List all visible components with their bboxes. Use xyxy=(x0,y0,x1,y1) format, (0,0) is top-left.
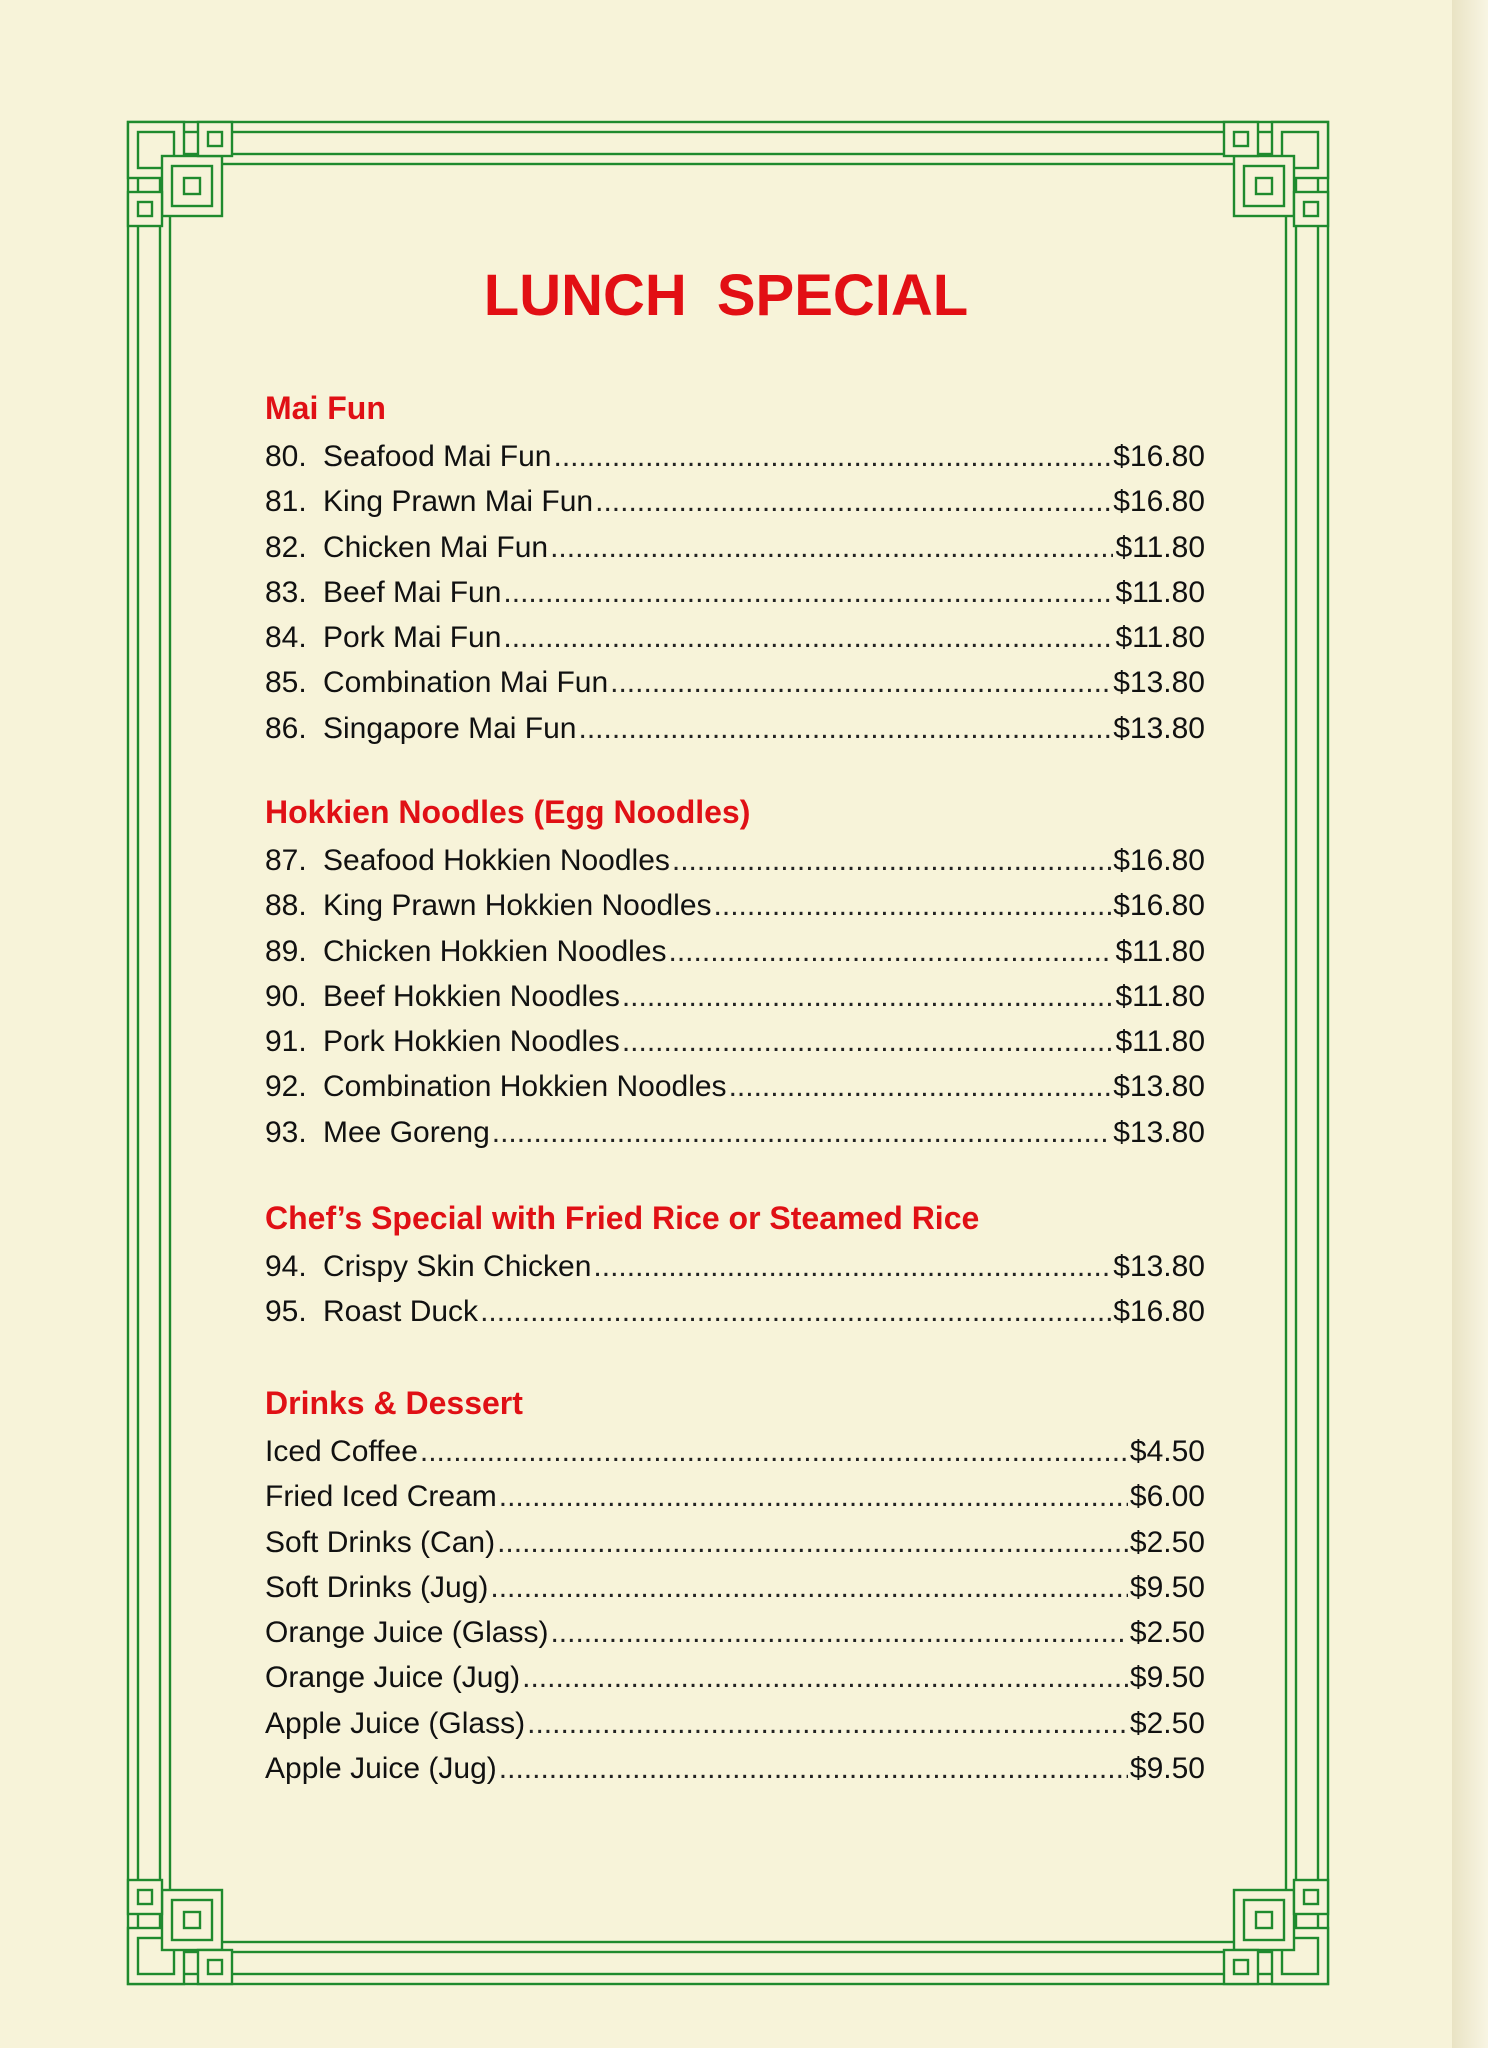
item-name: Combination Mai Fun xyxy=(323,666,609,700)
item-name: Apple Juice (Glass) xyxy=(265,1706,526,1740)
dot-leader xyxy=(550,525,1113,570)
item-number: 86. xyxy=(265,711,307,745)
menu-item-row xyxy=(265,1701,1205,1746)
item-number: 90. xyxy=(265,979,307,1013)
menu-item-row xyxy=(265,1110,1205,1155)
item-price: $11.80 xyxy=(1115,1025,1205,1059)
dot-leader xyxy=(499,1746,1128,1791)
dot-leader xyxy=(622,974,1114,1019)
knot-corner-bottom-right-icon xyxy=(1224,1880,1328,1984)
item-name: Pork Hokkien Noodles xyxy=(323,1025,620,1059)
dot-leader xyxy=(499,1474,1128,1519)
dot-leader xyxy=(669,929,1114,974)
menu-item-row xyxy=(265,1474,1205,1519)
menu-item-row xyxy=(265,1429,1205,1474)
dot-leader xyxy=(497,1520,1128,1565)
knot-corner-bottom-left-icon xyxy=(128,1880,232,1984)
item-name: Orange Juice (Glass) xyxy=(265,1616,549,1650)
item-number: 83. xyxy=(265,575,307,609)
menu-section xyxy=(265,1192,1205,1335)
dot-leader xyxy=(420,1429,1128,1474)
item-price: $9.50 xyxy=(1129,1752,1205,1786)
item-name: Apple Juice (Jug) xyxy=(265,1752,497,1786)
dot-leader xyxy=(714,883,1112,928)
item-name: Beef Hokkien Noodles xyxy=(323,979,620,1013)
item-name: Singapore Mai Fun xyxy=(323,711,577,745)
section-heading: Hokkien Noodles (Egg Noodles) xyxy=(265,794,751,830)
item-price: $16.80 xyxy=(1113,1295,1205,1329)
item-number: 94. xyxy=(265,1250,307,1283)
dot-leader xyxy=(729,1064,1112,1109)
item-price: $11.80 xyxy=(1115,575,1205,609)
menu-item-row xyxy=(265,479,1205,524)
menu-item-row xyxy=(265,974,1205,1019)
menu-section xyxy=(265,382,1205,751)
dot-leader xyxy=(490,1565,1128,1610)
dot-leader xyxy=(522,1655,1128,1700)
dot-leader xyxy=(553,434,1111,479)
section-heading: Mai Fun xyxy=(265,390,386,426)
menu-section xyxy=(265,786,1205,1155)
item-name: King Prawn Mai Fun xyxy=(323,485,594,519)
item-price: $2.50 xyxy=(1129,1706,1205,1740)
item-number: 87. xyxy=(265,844,307,877)
item-price: $11.80 xyxy=(1115,934,1205,968)
item-name: Combination Hokkien Noodles xyxy=(323,1070,727,1104)
item-name: Soft Drinks (Can) xyxy=(265,1525,496,1559)
item-name: Chicken Hokkien Noodles xyxy=(323,934,667,968)
item-price: $9.50 xyxy=(1129,1570,1205,1604)
menu-item-row xyxy=(265,1520,1205,1565)
dot-leader xyxy=(503,570,1113,615)
menu-item-row xyxy=(265,929,1205,974)
item-price: $13.80 xyxy=(1113,1070,1205,1104)
dot-leader xyxy=(610,660,1111,705)
menu-section xyxy=(265,1377,1205,1791)
menu-item-row xyxy=(265,434,1205,479)
dot-leader xyxy=(550,1610,1127,1655)
item-price: $4.50 xyxy=(1129,1435,1205,1468)
menu-item-row xyxy=(265,1244,1205,1289)
item-number: 88. xyxy=(265,889,307,923)
item-name: King Prawn Hokkien Noodles xyxy=(323,889,712,923)
item-price: $6.00 xyxy=(1129,1480,1205,1514)
menu-item-row xyxy=(265,1610,1205,1655)
menu-item-row xyxy=(265,1565,1205,1610)
menu-item-row xyxy=(265,1655,1205,1700)
menu-title: LUNCH SPECIAL xyxy=(483,263,969,328)
item-price: $16.80 xyxy=(1113,844,1205,877)
dot-leader xyxy=(595,479,1111,524)
item-price: $11.80 xyxy=(1115,621,1205,655)
item-name: Soft Drinks (Jug) xyxy=(265,1570,489,1604)
item-number: 89. xyxy=(265,934,307,968)
menu-item-row xyxy=(265,615,1205,660)
menu-item-row xyxy=(265,838,1205,883)
item-number: 84. xyxy=(265,621,307,655)
dot-leader xyxy=(622,1019,1114,1064)
dot-leader xyxy=(578,706,1111,751)
item-name: Orange Juice (Jug) xyxy=(265,1661,521,1695)
knot-corner-top-left-icon xyxy=(128,122,232,226)
item-price: $2.50 xyxy=(1129,1525,1205,1559)
item-price: $16.80 xyxy=(1113,485,1205,519)
item-name: Roast Duck xyxy=(323,1295,479,1329)
page-edge xyxy=(1452,0,1488,2048)
menu-item-row xyxy=(265,525,1205,570)
item-name: Mee Goreng xyxy=(323,1115,490,1149)
item-number: 85. xyxy=(265,666,307,700)
item-price: $9.50 xyxy=(1129,1661,1205,1695)
item-name: Crispy Skin Chicken xyxy=(323,1250,592,1283)
dot-leader xyxy=(480,1289,1111,1334)
item-price: $13.80 xyxy=(1113,1250,1205,1283)
dot-leader xyxy=(593,1244,1111,1289)
item-price: $13.80 xyxy=(1113,1115,1205,1149)
item-name: Fried Iced Cream xyxy=(265,1480,497,1514)
item-number: 93. xyxy=(265,1115,307,1149)
item-number: 95. xyxy=(265,1295,307,1329)
section-heading: Chef’s Special with Fried Rice or Steamed Rice xyxy=(265,1200,980,1236)
item-name: Beef Mai Fun xyxy=(323,575,502,609)
dot-leader xyxy=(492,1110,1111,1155)
knot-corner-top-right-icon xyxy=(1224,122,1328,226)
dot-leader xyxy=(527,1701,1128,1746)
menu-item-row xyxy=(265,570,1205,615)
dot-leader xyxy=(503,615,1113,660)
item-price: $11.80 xyxy=(1115,979,1205,1013)
item-number: 81. xyxy=(265,485,307,519)
item-name: Chicken Mai Fun xyxy=(323,530,549,564)
item-name: Iced Coffee xyxy=(265,1435,418,1468)
menu-item-row xyxy=(265,1289,1205,1334)
menu-item-row xyxy=(265,660,1205,705)
item-price: $16.80 xyxy=(1113,440,1205,473)
menu-item-row xyxy=(265,706,1205,751)
item-name: Pork Mai Fun xyxy=(323,621,502,655)
item-name: Seafood Mai Fun xyxy=(323,440,552,473)
item-number: 92. xyxy=(265,1070,307,1104)
item-price: $2.50 xyxy=(1129,1616,1205,1650)
item-price: $13.80 xyxy=(1113,711,1205,745)
item-price: $16.80 xyxy=(1113,889,1205,923)
item-number: 80. xyxy=(265,440,307,473)
menu-item-row xyxy=(265,1019,1205,1064)
item-number: 82. xyxy=(265,530,307,564)
dot-leader xyxy=(672,838,1111,883)
item-number: 91. xyxy=(265,1025,307,1059)
menu-item-row xyxy=(265,1746,1205,1791)
item-name: Seafood Hokkien Noodles xyxy=(323,844,670,877)
menu-item-row xyxy=(265,883,1205,928)
section-heading: Drinks & Dessert xyxy=(265,1385,523,1421)
menu-item-row xyxy=(265,1064,1205,1109)
item-price: $13.80 xyxy=(1113,666,1205,700)
item-price: $11.80 xyxy=(1115,530,1205,564)
